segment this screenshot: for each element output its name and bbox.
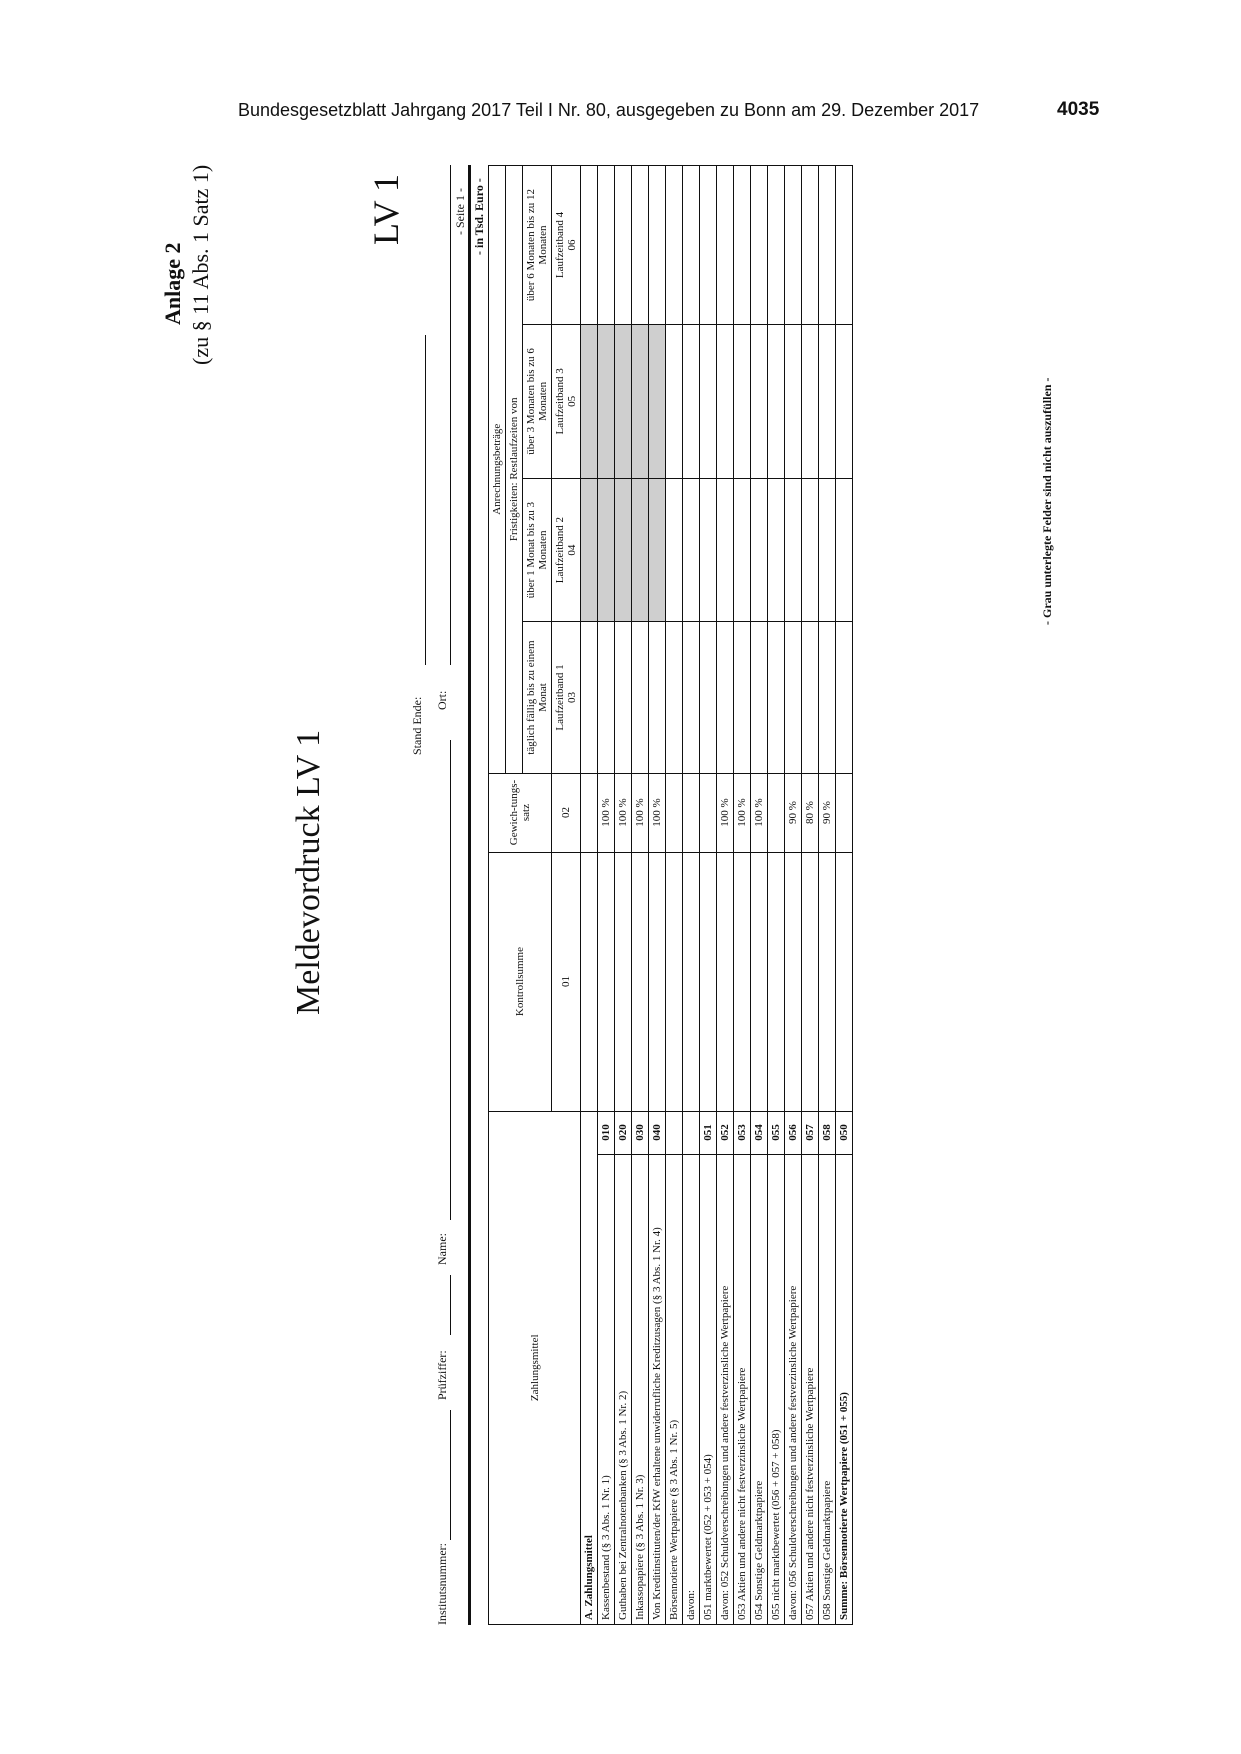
band-4-cell[interactable] (768, 166, 785, 325)
band-1-cell[interactable] (598, 622, 615, 773)
band-3-cell[interactable] (700, 325, 717, 479)
table-row (836, 166, 853, 1625)
separator-line (468, 165, 471, 1625)
table-row (649, 166, 666, 1625)
institut-label: Institutsnummer: (435, 1543, 449, 1625)
band-3-code (552, 325, 581, 479)
band-1-cell[interactable] (649, 622, 666, 773)
band-3-cell[interactable] (615, 325, 632, 479)
band-1-cell[interactable] (615, 622, 632, 773)
band-1-name: Laufzeitband 1 (554, 664, 566, 731)
band-1-cell[interactable] (683, 622, 700, 773)
band-2-cell[interactable] (717, 478, 734, 622)
band-4-cell[interactable] (700, 166, 717, 325)
band-1-cell[interactable] (717, 622, 734, 773)
row-code: 056 (785, 1111, 802, 1154)
form-code: LV 1 (366, 173, 406, 245)
band-3-cell[interactable] (802, 325, 819, 479)
band-4-num: 06 (566, 239, 578, 251)
row-code: 020 (615, 1111, 632, 1154)
row-text: Guthaben bei Zentralnotenbanken (§ 3 Abs. 1 Nr. 2) (615, 1154, 632, 1624)
row-text: Börsennotierte Wertpapiere (§ 3 Abs. 1 Nr. 5) (666, 1154, 683, 1624)
band-4-cell[interactable] (785, 166, 802, 325)
table-row (632, 166, 649, 1625)
anlage-label: Anlage 2 (160, 242, 185, 325)
band-2-cell[interactable] (683, 478, 700, 622)
rate-cell (768, 773, 785, 852)
band-3-label: über 3 Monaten bis zu 6 Monaten (523, 325, 552, 479)
table-row (683, 166, 700, 1625)
kontroll-cell[interactable] (666, 852, 683, 1111)
pruef-field[interactable] (450, 1275, 451, 1335)
band-3-cell[interactable] (683, 325, 700, 479)
row-text: Inkassopapiere (§ 3 Abs. 1 Nr. 3) (632, 1154, 649, 1624)
table-row (785, 166, 802, 1625)
table-row (666, 166, 683, 1625)
institut-field[interactable] (450, 1410, 451, 1540)
row-text: 055 nicht marktbewertet (056 + 057 + 058) (768, 1154, 785, 1624)
band-2-cell[interactable] (802, 478, 819, 622)
row-text: 057 Aktien und andere nicht festverzinsliche Wertpapiere (802, 1154, 819, 1624)
row-code: 050 (836, 1111, 853, 1154)
row-code: 058 (819, 1111, 836, 1154)
band-3-cell[interactable] (836, 325, 853, 479)
name-field[interactable] (450, 740, 451, 1220)
band-2-cell[interactable] (819, 478, 836, 622)
band-1-cell[interactable] (632, 622, 649, 773)
footnote: - Grau unterlegte Felder sind nicht auszufüllen - (1040, 377, 1054, 625)
ort-label: Ort: (435, 690, 449, 710)
band-2-cell[interactable] (666, 478, 683, 622)
col-main-header: Zahlungsmittel (489, 1111, 581, 1624)
stand-field[interactable] (425, 335, 426, 665)
kontroll-cell[interactable] (785, 852, 802, 1111)
band-1-cell[interactable] (768, 622, 785, 773)
seite-label: - Seite 1 - (453, 188, 467, 235)
band-4-cell[interactable] (751, 166, 768, 325)
band-4-cell[interactable] (598, 166, 615, 325)
col-kontroll-header: Kontrollsumme (489, 852, 552, 1111)
kontroll-cell[interactable] (632, 852, 649, 1111)
rate-cell: 100 % (615, 773, 632, 852)
band-1-num: 03 (566, 692, 578, 704)
band-2-cell[interactable] (734, 478, 751, 622)
table-row (615, 166, 632, 1625)
band-1-cell[interactable] (751, 622, 768, 773)
band-3-cell[interactable] (717, 325, 734, 479)
reference-label: (zu § 11 Abs. 1 Satz 1) (188, 164, 213, 365)
band-1-code (552, 622, 581, 773)
band-4-cell[interactable] (615, 166, 632, 325)
kontroll-cell[interactable] (700, 852, 717, 1111)
table-row (819, 166, 836, 1625)
table-row (598, 166, 615, 1625)
table-row (802, 166, 819, 1625)
band-4-code (552, 166, 581, 325)
row-code: 040 (649, 1111, 666, 1154)
rotated-form (160, 164, 1060, 1625)
name-label: Name: (435, 1233, 449, 1265)
row-code: 051 (700, 1111, 717, 1154)
row-code (666, 1111, 683, 1154)
band-2-cell[interactable] (598, 478, 615, 622)
band-3-cell[interactable] (734, 325, 751, 479)
band-4-cell[interactable] (819, 166, 836, 325)
rate-cell: 100 % (734, 773, 751, 852)
kontroll-cell[interactable] (836, 852, 853, 1111)
row-text: Kassenbestand (§ 3 Abs. 1 Nr. 1) (598, 1154, 615, 1624)
band-3-name: Laufzeitband 3 (554, 368, 566, 435)
band-3-cell[interactable] (768, 325, 785, 479)
kontroll-cell[interactable] (751, 852, 768, 1111)
band-1-cell[interactable] (836, 622, 853, 773)
band-1-cell[interactable] (785, 622, 802, 773)
band-2-cell[interactable] (649, 478, 666, 622)
row-code: 010 (598, 1111, 615, 1154)
band-2-name: Laufzeitband 2 (554, 516, 566, 584)
kontroll-cell[interactable] (734, 852, 751, 1111)
kontroll-cell[interactable] (649, 852, 666, 1111)
band-3-cell[interactable] (632, 325, 649, 479)
pruef-label: Prüfziffer: (435, 1350, 449, 1400)
band-4-label: über 6 Monaten bis zu 12 Monaten (523, 166, 552, 325)
band-2-cell[interactable] (751, 478, 768, 622)
band-4-cell[interactable] (649, 166, 666, 325)
ort-field[interactable] (450, 165, 451, 665)
rate-cell: 100 % (717, 773, 734, 852)
row-text: 051 marktbewertet (052 + 053 + 054) (700, 1154, 717, 1624)
band-2-cell[interactable] (615, 478, 632, 622)
row-text: davon: 052 Schuldverschreibungen und andere festverzinsliche Wertpapiere (717, 1154, 734, 1624)
row-code: 057 (802, 1111, 819, 1154)
row-text: Summe: Börsennotierte Wertpapiere (051 + 055) (836, 1154, 853, 1624)
band-4-cell[interactable] (683, 166, 700, 325)
rate-cell: 100 % (598, 773, 615, 852)
band-4-cell[interactable] (717, 166, 734, 325)
band-3-cell[interactable] (751, 325, 768, 479)
row-text: 054 Sonstige Geldmarktpapiere (751, 1154, 768, 1624)
report-table (488, 165, 853, 1625)
band-3-num: 05 (566, 395, 578, 407)
kontroll-cell[interactable] (598, 852, 615, 1111)
row-code: 030 (632, 1111, 649, 1154)
kontroll-cell[interactable] (768, 852, 785, 1111)
band-4-name: Laufzeitband 4 (554, 211, 566, 279)
row-text: Von Kreditinstituten/der KfW erhaltene unwiderrufliche Kreditzusagen (§ 3 Abs. 1 Nr. 4) (649, 1154, 666, 1624)
rate-cell: 100 % (632, 773, 649, 852)
band-3-cell[interactable] (666, 325, 683, 479)
row-code: 054 (751, 1111, 768, 1154)
kontroll-cell[interactable] (615, 852, 632, 1111)
band-2-label: über 1 Monat bis zu 3 Monaten (523, 478, 552, 622)
band-4-cell[interactable] (734, 166, 751, 325)
row-code (683, 1111, 700, 1154)
band-1-cell[interactable] (666, 622, 683, 773)
band-1-cell[interactable] (734, 622, 751, 773)
rate-cell: 80 % (802, 773, 819, 852)
band-1-cell[interactable] (802, 622, 819, 773)
col-gewicht-header: Gewich-tungs-satz (489, 773, 552, 852)
rate-cell (683, 773, 700, 852)
col-anrechnung-header: Anrechnungsbeträge (489, 166, 506, 774)
band-2-num: 04 (566, 544, 578, 556)
kontroll-cell[interactable] (717, 852, 734, 1111)
band-2-cell[interactable] (700, 478, 717, 622)
band-2-code (552, 478, 581, 622)
band-1-label: täglich fällig bis zu einem Monat (523, 622, 552, 773)
running-head: Bundesgesetzblatt Jahrgang 2017 Teil I Nr. 80, ausgegeben zu Bonn am 29. Dezember 2017 (238, 100, 980, 120)
kontroll-cell[interactable] (819, 852, 836, 1111)
band-2-cell[interactable] (768, 478, 785, 622)
page-number: 4035 (1057, 99, 1100, 120)
band-4-cell[interactable] (666, 166, 683, 325)
row-code: 052 (717, 1111, 734, 1154)
einheit-label: - in Tsd. Euro - (472, 178, 486, 255)
band-2-cell[interactable] (632, 478, 649, 622)
rate-cell (700, 773, 717, 852)
stand-label: Stand Ende: (410, 696, 424, 755)
row-text: davon: (683, 1154, 700, 1624)
form-title: Meldevordruck LV 1 (290, 729, 327, 1015)
rate-cell: 100 % (649, 773, 666, 852)
band-3-cell[interactable] (785, 325, 802, 479)
band-3-cell[interactable] (649, 325, 666, 479)
table-row (734, 166, 751, 1625)
band-4-cell[interactable] (632, 166, 649, 325)
row-text: 058 Sonstige Geldmarktpapiere (819, 1154, 836, 1624)
col-fristig-header: Fristigkeiten: Restlaufzeiten von (506, 166, 523, 774)
code-kontroll: 01 (552, 852, 581, 1111)
row-text: davon: 056 Schuldverschreibungen und andere festverzinsliche Wertpapiere (785, 1154, 802, 1624)
rate-cell: 90 % (785, 773, 802, 852)
band-1-cell[interactable] (700, 622, 717, 773)
row-text: 053 Aktien und andere nicht festverzinsliche Wertpapiere (734, 1154, 751, 1624)
band-3-cell[interactable] (598, 325, 615, 479)
table-row (751, 166, 768, 1625)
band-4-cell[interactable] (802, 166, 819, 325)
rate-cell (666, 773, 683, 852)
rate-cell (836, 773, 853, 852)
row-code: 053 (734, 1111, 751, 1154)
band-2-cell[interactable] (836, 478, 853, 622)
band-3-cell[interactable] (819, 325, 836, 479)
code-gewicht: 02 (552, 773, 581, 852)
kontroll-cell[interactable] (683, 852, 700, 1111)
kontroll-cell[interactable] (802, 852, 819, 1111)
row-code: 055 (768, 1111, 785, 1154)
rate-cell: 100 % (751, 773, 768, 852)
band-1-cell[interactable] (819, 622, 836, 773)
table-row (768, 166, 785, 1625)
band-2-cell[interactable] (785, 478, 802, 622)
rate-cell: 90 % (819, 773, 836, 852)
table-row (717, 166, 734, 1625)
table-row (700, 166, 717, 1625)
band-4-cell[interactable] (836, 166, 853, 325)
section-title: A. Zahlungsmittel (581, 1111, 598, 1624)
